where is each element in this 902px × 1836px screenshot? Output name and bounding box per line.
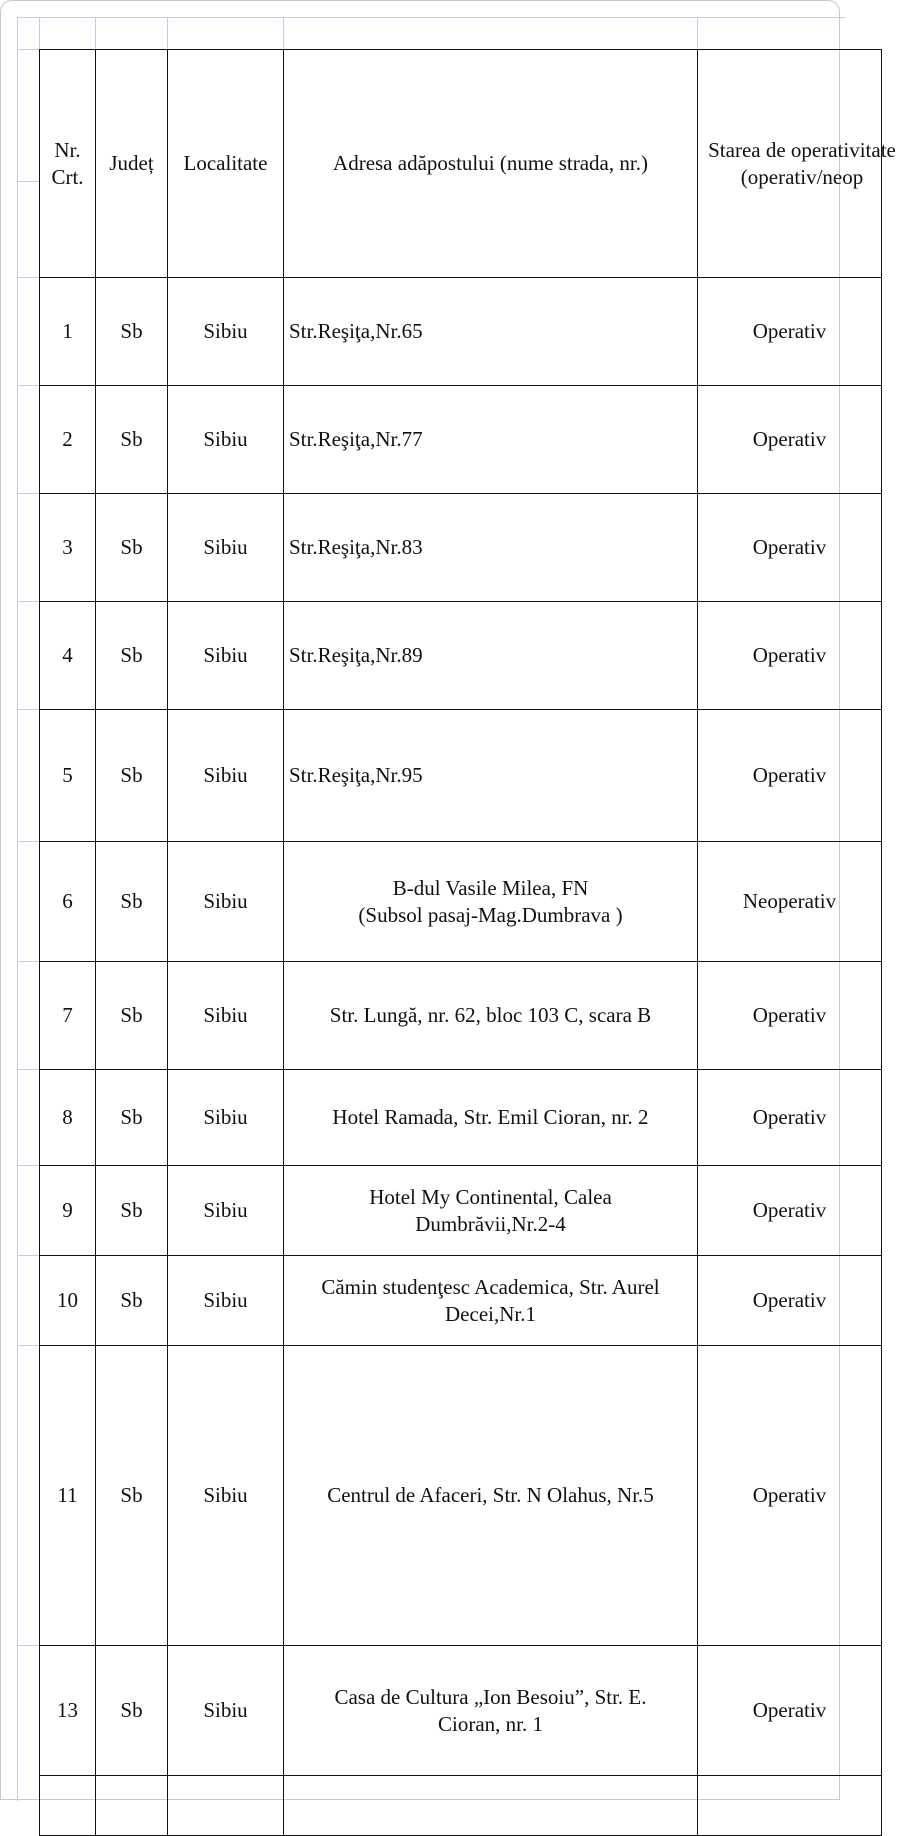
cell-nr-text: 2 — [62, 427, 73, 452]
cell-nr[interactable] — [40, 1646, 96, 1776]
cell-nr-text: 3 — [62, 535, 73, 560]
header-judet-text: Județ — [109, 151, 154, 176]
cell-nr-text: 8 — [62, 1105, 73, 1130]
cell-judet-text: Sb — [120, 427, 143, 452]
cell-nr[interactable] — [40, 962, 96, 1070]
cell-judet[interactable] — [96, 278, 168, 386]
cell-adresa[interactable] — [284, 494, 698, 602]
cell-adresa-text: Hotel My Continental, Calea Dumbrăvii,Nr.2-4 — [369, 1185, 612, 1236]
cell-judet-text: Sb — [120, 535, 143, 560]
cell-localitate-text: Sibiu — [203, 889, 248, 914]
cell-localitate[interactable] — [168, 278, 284, 386]
cell-stare-text: Operativ — [752, 535, 827, 560]
gridline — [697, 17, 698, 49]
row-header-line — [17, 493, 39, 494]
cell-stare-text: Operativ — [752, 1483, 827, 1508]
cell-localitate-text: Sibiu — [203, 1288, 248, 1313]
table-row — [40, 602, 882, 710]
cell-nr-text: 10 — [57, 1288, 78, 1313]
cell-adresa-text: Str.Reşiţa,Nr.77 — [289, 427, 423, 452]
cell-adresa-text: Centrul de Afaceri, Str. N Olahus, Nr.5 — [327, 1483, 654, 1508]
table-row — [40, 1070, 882, 1166]
cell-adresa[interactable] — [284, 710, 698, 842]
cell-stare[interactable] — [698, 842, 882, 962]
row-header-line — [17, 1255, 39, 1256]
cell-adresa[interactable] — [284, 602, 698, 710]
cell-judet[interactable] — [96, 710, 168, 842]
row-header-line — [17, 385, 39, 386]
cell-nr[interactable] — [40, 842, 96, 962]
cell-judet-text: Sb — [120, 643, 143, 668]
cell-stare[interactable] — [698, 710, 882, 842]
cell-localitate-text: Sibiu — [203, 319, 248, 344]
cell-stare[interactable] — [698, 494, 882, 602]
cell-stare[interactable] — [698, 1166, 882, 1256]
row-header-line — [17, 709, 39, 710]
cell-localitate[interactable] — [168, 1166, 284, 1256]
cell-localitate-text: Sibiu — [203, 1198, 248, 1223]
cell-nr[interactable] — [40, 1256, 96, 1346]
cell-localitate[interactable] — [168, 842, 284, 962]
cell-stare-text: Operativ — [752, 1288, 827, 1313]
header-stare-text: Starea de operativitate (operativ/neop — [708, 138, 896, 189]
cell-nr-text: 5 — [62, 763, 73, 788]
cell-localitate-text: Sibiu — [203, 643, 248, 668]
cell-localitate[interactable] — [168, 962, 284, 1070]
cell-nr[interactable] — [40, 710, 96, 842]
cell-localitate[interactable] — [168, 1256, 284, 1346]
cell-adresa[interactable] — [284, 1346, 698, 1646]
cell-stare[interactable] — [698, 1646, 882, 1776]
table-row — [40, 962, 882, 1070]
cell-adresa-text: Casa de Cultura „Ion Besoiu”, Str. E. Cioran, nr. 1 — [334, 1685, 647, 1736]
cell-adresa-text: Hotel Ramada, Str. Emil Cioran, nr. 2 — [332, 1105, 649, 1130]
cell-adresa-text: B-dul Vasile Milea, FN — [392, 876, 589, 901]
cell-localitate[interactable] — [168, 1646, 284, 1776]
cell-judet-text: Sb — [120, 1105, 143, 1130]
cell-localitate-text: Sibiu — [203, 1003, 248, 1028]
header-localitate[interactable] — [168, 50, 284, 278]
cell-nr[interactable] — [40, 386, 96, 494]
cell-judet[interactable] — [96, 1070, 168, 1166]
cell-nr-text: 1 — [62, 319, 73, 344]
cell-stare[interactable] — [698, 1346, 882, 1646]
header-localitate-text: Localitate — [183, 151, 268, 176]
table-row — [40, 1256, 882, 1346]
table-row — [40, 1346, 882, 1646]
cell-adresa-text: Str. Lungă, nr. 62, bloc 103 C, scara B — [329, 1003, 652, 1028]
cell-localitate[interactable] — [168, 494, 284, 602]
gridline — [95, 17, 96, 49]
cell-localitate-text: Sibiu — [203, 763, 248, 788]
gridline — [17, 17, 845, 18]
table-row — [40, 842, 882, 962]
cell-stare-text: Operativ — [752, 1698, 827, 1723]
cell-nr-text: 13 — [57, 1698, 78, 1723]
cell-empty[interactable] — [698, 1776, 882, 1836]
cell-adresa-text-line2: (Subsol pasaj-Mag.Dumbrava ) — [358, 902, 623, 927]
cell-stare-text: Operativ — [752, 1198, 827, 1223]
cell-judet-text: Sb — [120, 319, 143, 344]
cell-judet-text: Sb — [120, 1198, 143, 1223]
cell-judet[interactable] — [96, 1346, 168, 1646]
header-stare[interactable] — [698, 50, 896, 278]
cell-nr-text: 11 — [57, 1483, 78, 1508]
header-adresa-text: Adresa adăpostului (nume strada, nr.) — [333, 151, 648, 176]
cell-stare[interactable] — [698, 1070, 882, 1166]
cell-nr[interactable] — [40, 602, 96, 710]
cell-judet-text: Sb — [120, 763, 143, 788]
cell-adresa[interactable] — [284, 962, 698, 1070]
cell-stare[interactable] — [698, 602, 882, 710]
cell-stare[interactable] — [698, 278, 882, 386]
table-row — [40, 1166, 882, 1256]
cell-stare-text: Operativ — [752, 1003, 827, 1028]
cell-stare[interactable] — [698, 386, 882, 494]
cell-judet[interactable] — [96, 494, 168, 602]
cell-judet-text: Sb — [120, 1003, 143, 1028]
cell-adresa-text: Str.Reşiţa,Nr.65 — [289, 319, 423, 344]
cell-adresa-text: Cămin studenţesc Academica, Str. Aurel Decei,Nr.1 — [321, 1275, 660, 1326]
cell-judet-text: Sb — [120, 1483, 143, 1508]
cell-nr[interactable] — [40, 1346, 96, 1646]
header-adresa[interactable] — [284, 50, 698, 278]
cell-stare-text: Operativ — [752, 319, 827, 344]
cell-localitate[interactable] — [168, 386, 284, 494]
header-nr-crt[interactable] — [40, 50, 96, 278]
cell-empty[interactable] — [96, 1776, 168, 1836]
cell-stare-text: Operativ — [752, 643, 827, 668]
header-judet[interactable] — [96, 50, 168, 278]
header-row — [40, 50, 882, 278]
cell-nr-text: 9 — [62, 1198, 73, 1223]
cell-localitate-text: Sibiu — [203, 1483, 248, 1508]
row-header-line — [17, 1165, 39, 1166]
shelter-table — [39, 49, 896, 1836]
cell-adresa[interactable] — [284, 842, 698, 962]
cell-localitate[interactable] — [168, 602, 284, 710]
cell-adresa[interactable] — [284, 1256, 698, 1346]
row-header-line — [17, 1345, 39, 1346]
cell-adresa[interactable] — [284, 1070, 698, 1166]
cell-stare[interactable] — [698, 962, 882, 1070]
cell-localitate[interactable] — [168, 1070, 284, 1166]
cell-stare-text: Operativ — [752, 1105, 827, 1130]
spreadsheet-sheet[interactable] — [1, 1, 896, 1801]
row-header-line — [17, 277, 39, 278]
gridline — [167, 17, 168, 49]
cell-judet[interactable] — [96, 1166, 168, 1256]
cell-stare-text: Operativ — [752, 763, 827, 788]
cell-adresa-text: Str.Reşiţa,Nr.95 — [289, 763, 423, 788]
cell-localitate-text: Sibiu — [203, 427, 248, 452]
cell-empty[interactable] — [168, 1776, 284, 1836]
table-row — [40, 386, 882, 494]
cell-judet[interactable] — [96, 842, 168, 962]
cell-nr-text: 4 — [62, 643, 73, 668]
cell-nr[interactable] — [40, 1070, 96, 1166]
table-row — [40, 278, 882, 386]
gridline — [17, 17, 18, 1801]
cell-nr-text: 6 — [62, 889, 73, 914]
table-row-partial — [40, 1776, 882, 1836]
cell-adresa[interactable] — [284, 278, 698, 386]
cell-adresa-text: Str.Reşiţa,Nr.83 — [289, 535, 423, 560]
cell-localitate-text: Sibiu — [203, 1698, 248, 1723]
row-header-line — [17, 961, 39, 962]
row-header-line — [17, 601, 39, 602]
row-header-line — [17, 181, 39, 182]
cell-empty[interactable] — [284, 1776, 698, 1836]
table-row — [40, 494, 882, 602]
cell-stare-text: Operativ — [752, 427, 827, 452]
cell-judet[interactable] — [96, 962, 168, 1070]
cell-localitate[interactable] — [168, 1346, 284, 1646]
cell-nr-text: 7 — [62, 1003, 73, 1028]
cell-localitate-text: Sibiu — [203, 535, 248, 560]
cell-judet[interactable] — [96, 1256, 168, 1346]
row-header-line — [17, 841, 39, 842]
cell-judet[interactable] — [96, 602, 168, 710]
cell-judet-text: Sb — [120, 1698, 143, 1723]
cell-nr[interactable] — [40, 278, 96, 386]
row-header-line — [17, 1645, 39, 1646]
cell-judet-text: Sb — [120, 1288, 143, 1313]
table-row — [40, 710, 882, 842]
cell-nr[interactable] — [40, 494, 96, 602]
cell-judet[interactable] — [96, 1646, 168, 1776]
gridline — [283, 17, 284, 49]
cell-judet-text: Sb — [120, 889, 143, 914]
cell-localitate[interactable] — [168, 710, 284, 842]
row-header-line — [17, 1069, 39, 1070]
cell-adresa[interactable] — [284, 1166, 698, 1256]
cell-stare-text: Neoperativ — [742, 889, 837, 914]
cell-stare[interactable] — [698, 1256, 882, 1346]
cell-adresa[interactable] — [284, 386, 698, 494]
cell-empty[interactable] — [40, 1776, 96, 1836]
cell-nr[interactable] — [40, 1166, 96, 1256]
cell-adresa-text: Str.Reşiţa,Nr.89 — [289, 643, 423, 668]
cell-localitate-text: Sibiu — [203, 1105, 248, 1130]
cell-judet[interactable] — [96, 386, 168, 494]
table-row — [40, 1646, 882, 1776]
cell-adresa[interactable] — [284, 1646, 698, 1776]
header-nr-crt-text: Nr. Crt. — [51, 138, 84, 189]
